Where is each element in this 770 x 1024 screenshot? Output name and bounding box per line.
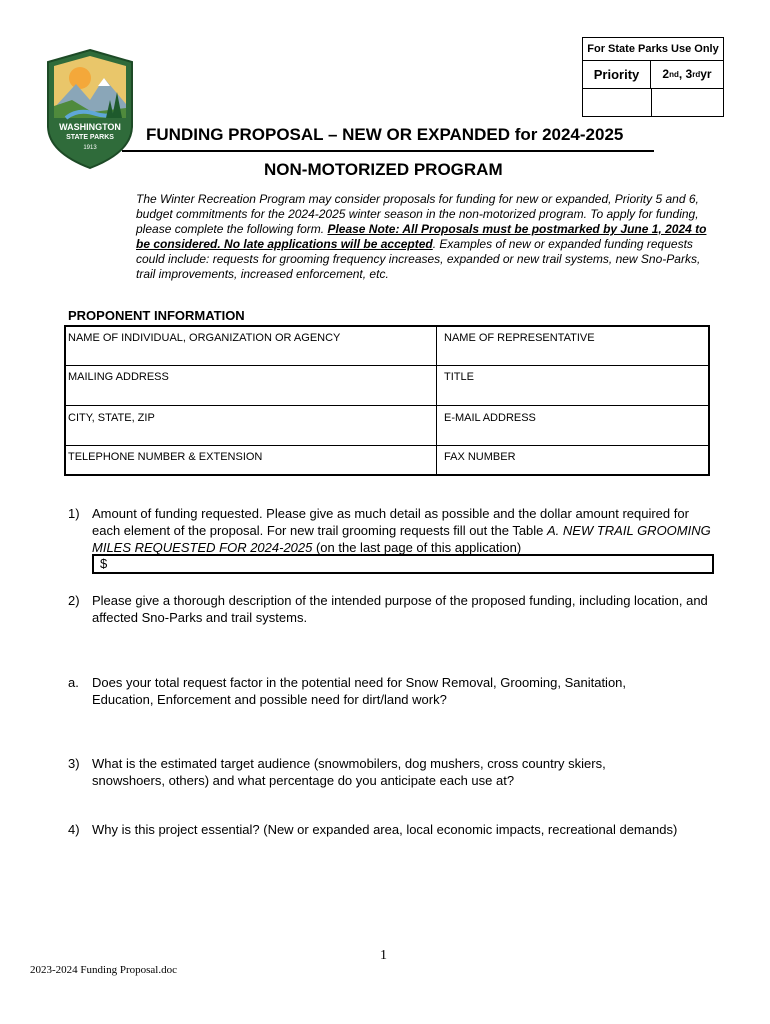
year-label: 2 nd , 3 rd yr <box>662 67 712 81</box>
field-representative-name[interactable]: NAME OF REPRESENTATIVE <box>444 332 595 344</box>
field-city-state-zip[interactable]: CITY, STATE, ZIP <box>68 412 155 424</box>
question-a-text: Does your total request factor in the potential need for Snow Removal, Grooming, Sanitation, Education, Enforcement and possible need for dirt/land work? <box>92 675 627 707</box>
footer-filename: 2023-2024 Funding Proposal.doc <box>30 964 177 976</box>
deadline-note: Please Note: All Proposals must be postmarked by June 1, 2024 to be considered. No late applications will be accepted <box>136 222 707 251</box>
question-3-text: What is the estimated target audience (snowmobilers, dog mushers, cross country skiers, snowshoers, others) and what percentage do you anticipate each use at? <box>92 756 606 788</box>
question-4-text: Why is this project essential? (New or expanded area, local economic impacts, recreational demands) <box>92 822 678 837</box>
question-1-text: Amount of funding requested. Please give as much detail as possible and the dollar amount required for each element of the proposal. For new trail grooming requests fill out the Table A. NEW TRAIL GROOMING MILES REQUESTED FOR 2024-2025 (on the last page of this application) <box>92 506 711 555</box>
question-1-number: 1) <box>68 506 80 521</box>
title-underline <box>122 150 654 152</box>
field-organization-name[interactable]: NAME OF INDIVIDUAL, ORGANIZATION OR AGENCY <box>68 332 341 344</box>
field-telephone[interactable]: TELEPHONE NUMBER & EXTENSION <box>68 451 263 463</box>
field-fax-number[interactable]: FAX NUMBER <box>444 451 516 463</box>
funding-amount-input[interactable]: $ <box>92 554 714 574</box>
proponent-section-title: PROPONENT INFORMATION <box>68 308 245 323</box>
field-mailing-address[interactable]: MAILING ADDRESS <box>68 371 169 383</box>
proponent-info-table <box>64 325 710 476</box>
question-2-number: 2) <box>68 593 80 608</box>
page-title: FUNDING PROPOSAL – NEW OR EXPANDED for 2024-2025 <box>146 125 624 144</box>
priority-label: Priority <box>583 60 651 88</box>
question-a-number: a. <box>68 675 79 690</box>
field-title[interactable]: TITLE <box>444 371 474 383</box>
logo-year: 1913 <box>83 145 97 151</box>
office-use-divider <box>651 88 652 116</box>
logo-name: WASHINGTON <box>59 122 121 132</box>
field-email-address[interactable]: E-MAIL ADDRESS <box>444 412 536 424</box>
intro-paragraph: The Winter Recreation Program may consider proposals for funding for new or expanded, Priority 5 and 6, budget commitments for the 2024-2025 winter season in the non-motorized program. To apply for funding, please complete the following form. Please Note: All Proposals must be postmarked by June 1, 2024 to be considered. No late applications will be accepted. Examples of new or expanded funding requests could include: requests for grooming frequency increases, expanded or new trail systems, new Sno-Parks, trail improvements, increased enforcement, etc. <box>136 192 707 281</box>
logo-sub: STATE PARKS <box>66 134 114 141</box>
office-use-box <box>582 37 724 117</box>
question-3-number: 3) <box>68 756 80 771</box>
page-subtitle: NON-MOTORIZED PROGRAM <box>264 160 503 179</box>
page-number: 1 <box>380 948 387 963</box>
washington-state-parks-logo <box>46 48 134 170</box>
office-use-row <box>583 60 723 89</box>
question-2-text: Please give a thorough description of the intended purpose of the proposed funding, including location, and affected Sno-Parks and trail systems. <box>92 593 708 625</box>
office-use-header: For State Parks Use Only <box>583 38 723 61</box>
question-4-number: 4) <box>68 822 80 837</box>
